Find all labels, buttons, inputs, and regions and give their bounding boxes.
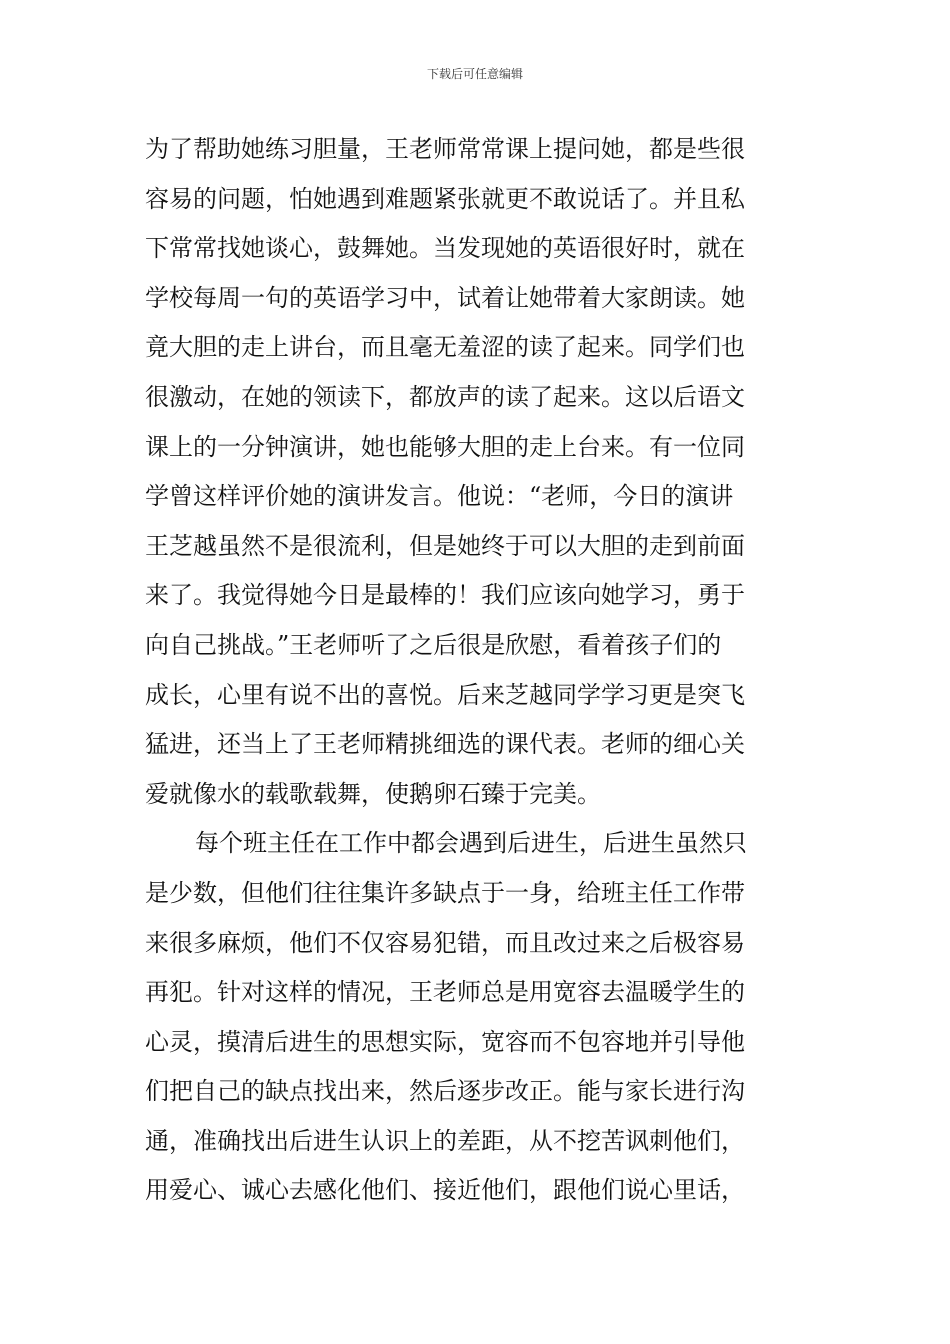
text-line: 很激动，在她的领读下，都放声的读了起来。这以后语文 xyxy=(145,382,745,411)
text-line: 通，准确找出后进生认识上的差距，从不挖苦讽刺他们， xyxy=(145,1126,745,1155)
text-line: 来了。我觉得她今日是最棒的！我们应该向她学习，勇于 xyxy=(145,581,745,610)
text-line: 再犯。针对这样的情况，王老师总是用宽容去温暖学生的 xyxy=(145,978,745,1007)
document-body xyxy=(145,125,809,1216)
text-line: 下常常找她谈心，鼓舞她。当发现她的英语很好时，就在 xyxy=(145,234,745,263)
text-line: 学曾这样评价她的演讲发言。他说：“老师，今日的演讲 xyxy=(145,482,734,511)
text-line: 心灵，摸清后进生的思想实际，宽容而不包容地并引导他 xyxy=(145,1027,745,1056)
text-line: 爱就像水的载歌载舞，使鹅卵石臻于完美。 xyxy=(145,779,601,808)
text-line: 容易的问题，怕她遇到难题紧张就更不敢说话了。并且私 xyxy=(145,184,745,213)
text-line: 课上的一分钟演讲，她也能够大胆的走上台来。有一位同 xyxy=(145,432,745,461)
text-line: 是少数，但他们往往集许多缺点于一身，给班主任工作带 xyxy=(145,878,745,907)
text-line: 用爱心、诚心去感化他们、接近他们，跟他们说心里话， xyxy=(145,1176,745,1205)
text-line: 成长，心里有说不出的喜悦。后来芝越同学学习更是突飞 xyxy=(145,680,745,709)
text-line: 王芝越虽然不是很流利，但是她终于可以大胆的走到前面 xyxy=(145,531,745,560)
text-line: 们把自己的缺点找出来，然后逐步改正。能与家长进行沟 xyxy=(145,1077,745,1106)
text-line: 来很多麻烦，他们不仅容易犯错，而且改过来之后极容易 xyxy=(145,928,745,957)
text-line: 为了帮助她练习胆量，王老师常常课上提问她，都是些很 xyxy=(145,135,745,163)
text-line: 竟大胆的走上讲台，而且毫无羞涩的读了起来。同学们也 xyxy=(145,333,745,362)
page-header: 下载后可任意编辑 xyxy=(426,67,523,81)
text-line: 向自己挑战。”王老师听了之后很是欣慰，看着孩子们的 xyxy=(145,630,722,659)
paragraph-start-line: 每个班主任在工作中都会遇到后进生，后进生虽然只 xyxy=(195,829,747,858)
text-line: 猛进，还当上了王老师精挑细选的课代表。老师的细心关 xyxy=(145,730,745,759)
text-line: 学校每周一句的英语学习中，试着让她带着大家朗读。她 xyxy=(145,283,745,312)
